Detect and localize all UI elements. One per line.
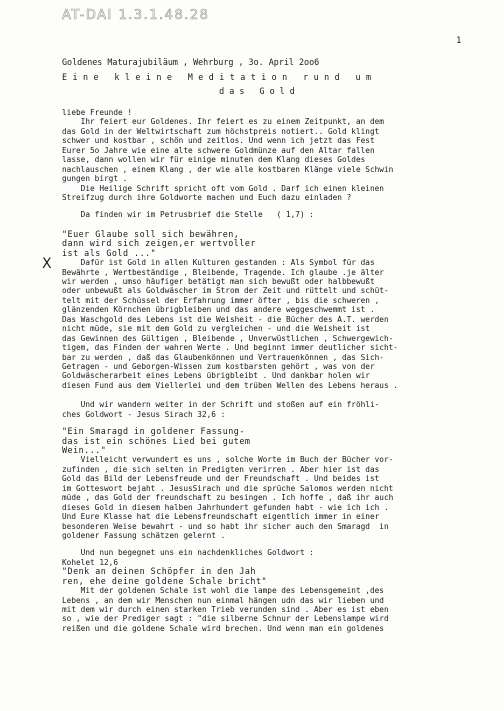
quote-line: "Denk an deinen Schöpfer in den Jah xyxy=(62,566,256,577)
paragraph xyxy=(62,586,466,633)
text-line: nachlauschen , einem Klang , der wie alle kostbaren Klänge viele Schwin xyxy=(62,164,394,174)
text-line: Goldwäscherarbeit eines Lebens übrigbleibt . Und dankbar holen wir xyxy=(62,371,370,381)
text-line: Getragen - und Geborgen-Wissen zum kostbarsten gehört , was von der xyxy=(62,361,375,371)
text-line: lasse, dann wollen wir für einige minuten dem Klang dieses Goldes xyxy=(62,155,366,165)
paragraph xyxy=(62,548,466,567)
event-header: Goldenes Maturajubiläum , Wehrburg , 3o. April 2oo6 xyxy=(62,57,320,67)
text-line: Ihr feiert eur Goldenes. Ihr feiert es zu einem Zeitpunkt, an dem xyxy=(62,117,384,127)
text-line: besonderen Weise bewahrt - und so habt ihr sicher auch den Smaragd in xyxy=(62,521,389,531)
text-line: müde , das Gold der freundschaft zu besingen . Ich hoffe , daß ihr auch xyxy=(62,493,394,503)
quote-line: "Euer Glaube soll sich bewähren, xyxy=(62,228,240,239)
text-line: im Gotteswort bejaht . JesusSirach und die sprüche Salomos werden nicht xyxy=(62,483,394,493)
margin-mark: X xyxy=(42,256,52,272)
page-number: 1 xyxy=(456,36,462,46)
text-line: telt mit der Schüssel der Erfahrung immer öfter , bis die schweren , xyxy=(62,295,380,305)
text-line: ches Goldwort - Jesus Sirach 32,6 : xyxy=(62,409,226,419)
paragraph xyxy=(62,210,466,219)
scripture-quote xyxy=(62,230,466,258)
text-line: Die Heilige Schrift spricht oft vom Gold . Darf ich einen kleinen xyxy=(62,183,384,193)
text-line: dieses Gold in diesem halben Jahrhundert gefunden habt - wie ich ich . xyxy=(62,502,389,512)
text-line: Das Waschgold des Lebens ist die Weisheit - die Bücher des A.T. werden xyxy=(62,314,389,324)
text-line: so , wie der Prediger sagt : "die silberne Schnur der Lebenslampe wird xyxy=(62,614,389,624)
text-line: Bewährte , Wertbeständige , Bleibende, Tragende. Ich glaube .je älter xyxy=(62,267,384,277)
text-line: Da finden wir im Petrusbrief die Stelle ( 1,7) : xyxy=(62,210,314,220)
text-line: nicht müde, sie mit dem Gold zu vergleichen - und die Weisheit ist xyxy=(62,324,370,334)
text-line: Und wir wandern weiter in der Schrift und stoßen auf ein fröhli- xyxy=(62,400,380,410)
scripture-quote xyxy=(62,427,466,455)
text-line: tigem, das Finden der wahren Werte . Und beginnt immer deutlicher sicht- xyxy=(62,343,398,353)
text-line: Und Eure Klasse hat die Lebensfreundschaft eigentlich immer in einer xyxy=(62,512,380,522)
text-line: liebe Freunde ! xyxy=(62,108,132,117)
text-line: Lebens , an dem wir Menschen nun einmal hängen udn das wir lieben und xyxy=(62,595,384,605)
text-line: glänzenden Körnchen übrigbleiben und das andere weggeschwemmt ist . xyxy=(62,305,375,315)
text-line: reißen und die goldene Schale wird brechen. Und wenn man ein goldenes xyxy=(62,623,384,633)
paragraph xyxy=(62,400,466,419)
quote-line: dann wird sich zeigen,er wertvoller xyxy=(62,238,256,249)
text-line: zufinden , die sich selten in Predigten verirren . Aber hier ist das xyxy=(62,464,380,474)
text-line: das Gold in der Weltwirtschaft zum höchstpreis notiert.. Gold klingt xyxy=(62,126,380,136)
text-line: Kohelet 12,6 xyxy=(62,557,118,567)
quote-line: "Ein Smaragd in goldener Fassung- xyxy=(62,426,245,437)
document-body xyxy=(62,108,466,633)
text-line: Eurer 5o Jahre wie eine alte schwere Goldmünze auf den Altar fallen xyxy=(62,145,375,155)
text-line: Streifzug durch ihre Goldworte machen und Euch dazu einladen ? xyxy=(62,192,352,202)
text-line: bar zu werden , daß das Glaubenkönnen und Vertrauenkönnen , das Sich- xyxy=(62,352,384,362)
text-line: Gold das Bild der Lebensfreude und der Freundschaft . Und beides ist xyxy=(62,474,380,484)
text-line: Dafür ist Gold in allen Kulturen gestanden : Als Symbol für das xyxy=(62,258,375,268)
text-line: schwer und kostbar , schön und zeitlos. Und wenn ich jetzt das Fest xyxy=(62,136,375,146)
text-line: gungen birgt . xyxy=(62,174,128,184)
archive-stamp: AT-DAI 1.3.1.48.28 xyxy=(62,8,210,23)
title-line-2: d a s G o l d xyxy=(219,86,295,96)
paragraph xyxy=(62,258,466,390)
quote-line: Wein..." xyxy=(62,445,107,455)
text-line: diesen Fund aus dem Viellerlei und dem trüben Wellen des Lebens heraus . xyxy=(62,380,398,390)
text-line: Mit der goldenen Schale ist wohl die lampe des Lebensgemeint ,des xyxy=(62,586,384,596)
text-line: mit dem wir durch einen starken Trieb verunden sind . Aber es ist eben xyxy=(62,605,389,614)
quote-line: das ist ein schönes Lied bei gutem xyxy=(62,435,251,446)
paragraph xyxy=(62,455,466,540)
paragraph xyxy=(62,108,466,202)
text-line: Vielleicht verwundert es uns , solche Worte im Buch der Bücher vor- xyxy=(62,455,394,465)
scripture-quote xyxy=(62,567,466,586)
quote-line: ren, ehe deine goldene Schale bricht" xyxy=(62,575,268,586)
text-line: Und nun begegnet uns ein nachdenkliches Goldwort : xyxy=(62,548,314,558)
title-line-1: E i n e k l e i n e M e d i t a t i o n r u n d u m xyxy=(62,72,372,82)
text-line: das Gewinnen des Gültigen , Bleibende , Unverwüstlichen , Schwergewich- xyxy=(62,333,394,343)
quote-line: ist als Gold ..." xyxy=(62,247,157,258)
text-line: wir werden , umso häufiger betätigt man sich bewußt oder halbbewußt xyxy=(62,277,375,286)
text-line: goldener Fassung schätzen gelernt . xyxy=(62,530,226,540)
text-line: oder unbewußt als Goldwäscher im Strom der Zeit und rüttelt und schüt- xyxy=(62,286,389,296)
